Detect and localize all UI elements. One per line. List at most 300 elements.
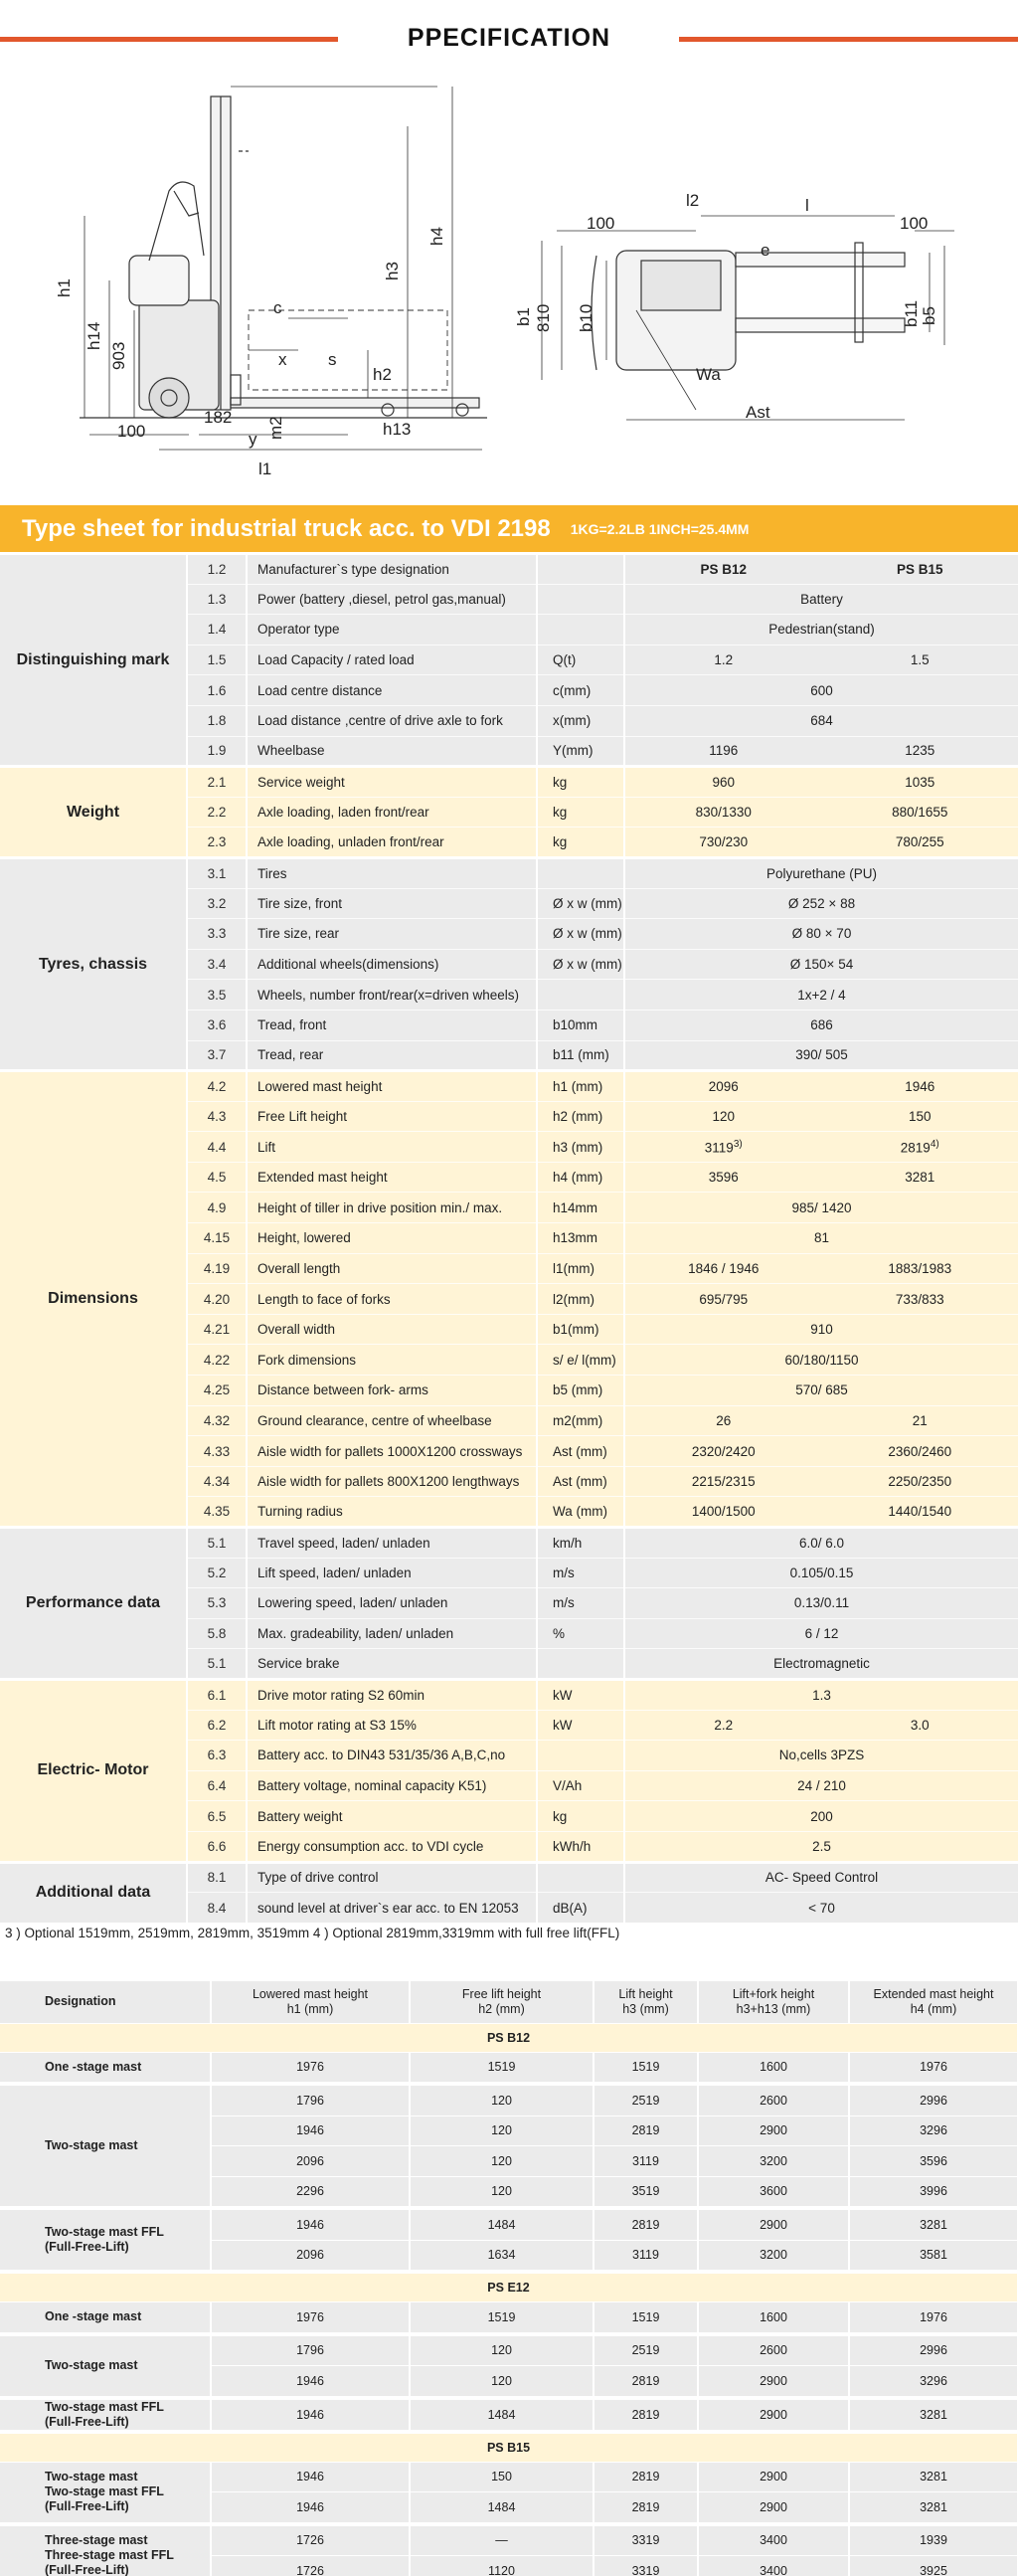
spec-value-text: No,cells 3PZS [778,1748,865,1763]
spec-number: 4.4 [187,1132,247,1163]
spec-number: 4.3 [187,1101,247,1132]
spec-description: Battery voltage, nominal capacity K51) [247,1770,537,1801]
value-model-1: 3596 [708,1170,739,1186]
dim-label: Ast [746,403,770,422]
spec-value [624,1253,1018,1284]
mast-value: 2600 [698,2335,849,2366]
spec-value [624,1770,1018,1801]
spec-unit: kg [537,1801,624,1832]
spec-value-text: 200 [810,1808,833,1824]
mast-type: Two-stage mast Two-stage mast FFL (Full-Free-Lift) [0,2462,211,2522]
section-name: Dimensions [0,1071,187,1528]
value-model-2: 3.0 [910,1717,930,1733]
table-row [0,2052,1018,2083]
spec-value [624,675,1018,706]
mast-table [0,1981,1018,2576]
spec-row [0,767,1018,798]
spec-unit: h2 (mm) [537,1101,624,1132]
mast-value: — [410,2525,594,2556]
footnote: 3 ) Optional 1519mm, 2519mm, 2819mm, 3519mm 4 ) Optional 2819mm,3319mm with full free lift(FFL) [5,1926,620,1940]
mast-value: 2519 [594,2335,698,2366]
spec-number: 6.6 [187,1831,247,1862]
spec-unit: % [537,1618,624,1649]
mast-value: 1484 [410,2210,594,2241]
spec-row [0,1528,1018,1559]
mast-value: 1484 [410,2492,594,2523]
spec-description: Tire size, rear [247,919,537,950]
spec-unit: Wa (mm) [537,1497,624,1528]
spec-unit [537,980,624,1011]
table-row [0,2086,1018,2116]
mast-value: 2996 [849,2086,1018,2116]
spec-unit: b10mm [537,1010,624,1040]
spec-value-text: Polyurethane (PU) [765,865,878,881]
spec-number: 4.22 [187,1345,247,1376]
dim-label: b5 [920,306,938,325]
mast-value: 1946 [211,2210,410,2241]
spec-number: 4.15 [187,1223,247,1254]
dim-label: b11 [902,299,921,327]
model-name: PS B12 [0,2023,1018,2052]
model-row [0,2023,1018,2052]
value-model-1: 830/1330 [695,805,752,821]
mast-value: 1976 [211,2052,410,2083]
spec-description: Travel speed, laden/ unladen [247,1528,537,1559]
spec-description: Aisle width for pallets 1000X1200 crossways [247,1436,537,1467]
spec-number: 1.2 [187,554,247,585]
spec-value-text: 0.13/0.11 [793,1595,850,1611]
value-model-2: 1235 [905,743,935,759]
mast-value: 3119 [594,2240,698,2271]
value-model-2: 1.5 [910,652,930,668]
spec-value [624,767,1018,798]
spec-value [624,1193,1018,1223]
section-name: Additional data [0,1862,187,1923]
spec-value-text: 600 [810,682,833,698]
spec-unit: km/h [537,1528,624,1559]
mast-value: 2296 [211,2176,410,2207]
spec-value-text: 1.3 [812,1687,831,1703]
section-name: Performance data [0,1528,187,1680]
value-model-2: 21 [912,1412,928,1428]
spec-value [624,1588,1018,1619]
spec-number: 3.1 [187,857,247,888]
table-row [0,2525,1018,2556]
mast-value: 120 [410,2366,594,2397]
spec-unit [537,615,624,645]
dim-label: 100 [117,422,146,441]
spec-description: Operator type [247,615,537,645]
spec-description: Drive motor rating S2 60min [247,1679,537,1710]
spec-description: Tread, rear [247,1040,537,1071]
spec-value-text: Electromagnetic [773,1656,870,1672]
dim-label: h14 [85,321,103,350]
spec-value [624,1314,1018,1345]
mast-value: 2819 [594,2399,698,2430]
spec-value [624,888,1018,919]
spec-description: Lift [247,1132,537,1163]
spec-unit: kg [537,767,624,798]
spec-unit: h13mm [537,1223,624,1254]
dim-label: l [805,196,809,215]
section-name: Tyres, chassis [0,857,187,1070]
spec-description: Type of drive control [247,1862,537,1893]
spec-value-text: 910 [810,1322,833,1338]
value-model-2: 1883/1983 [888,1260,952,1276]
spec-unit: Y(mm) [537,736,624,767]
spec-number: 5.1 [187,1528,247,1559]
mast-value: 3319 [594,2525,698,2556]
mast-value: 120 [410,2176,594,2207]
spec-value-text: 2.5 [812,1838,831,1854]
spec-value [624,1618,1018,1649]
spec-value [624,1071,1018,1102]
value-model-2: 880/1655 [892,805,948,821]
mast-value: 1519 [410,2052,594,2083]
spec-value [624,1010,1018,1040]
spec-number: 5.8 [187,1618,247,1649]
mast-value: 1484 [410,2399,594,2430]
dim-label: y [249,430,257,449]
spec-unit: l1(mm) [537,1253,624,1284]
table-row [0,2462,1018,2492]
mast-value: 3596 [849,2146,1018,2177]
dim-label: h13 [383,420,412,439]
column-header: Lowered mast height h1 (mm) [211,1981,410,2023]
spec-number: 5.3 [187,1588,247,1619]
spec-unit [537,554,624,585]
mast-value: 3996 [849,2176,1018,2207]
mast-value: 3519 [594,2176,698,2207]
spec-number: 6.2 [187,1710,247,1741]
mast-value: 2819 [594,2116,698,2146]
spec-value [624,1862,1018,1893]
dim-label: 810 [534,303,553,332]
spec-description: sound level at driver`s ear acc. to EN 12053 [247,1893,537,1924]
spec-number: 3.4 [187,949,247,980]
dim-label: h1 [55,278,74,297]
side-view-labels [55,227,446,478]
spec-unit: kg [537,828,624,858]
spec-unit: c(mm) [537,675,624,706]
page-title: PPECIFICATION [407,24,611,52]
spec-value-text: 390/ 505 [795,1047,848,1063]
spec-description: Axle loading, unladen front/rear [247,828,537,858]
column-header: Free lift height h2 (mm) [410,1981,594,2023]
value-model-1: 960 [712,774,736,790]
mast-value: 1976 [849,2302,1018,2333]
spec-value-text: 686 [810,1017,833,1033]
mast-type: One -stage mast [0,2302,211,2333]
spec-number: 1.5 [187,644,247,675]
spec-value [624,1679,1018,1710]
model-row [0,2433,1018,2462]
spec-value [624,1558,1018,1588]
spec-number: 1.8 [187,705,247,736]
value-model-2: 2819$^{4)}$ [900,1138,939,1156]
mast-value: 2096 [211,2146,410,2177]
spec-row [0,1862,1018,1893]
spec-number: 4.35 [187,1497,247,1528]
spec-value [624,1831,1018,1862]
spec-value [624,1436,1018,1467]
table-row [0,2335,1018,2366]
spec-description: Wheels, number front/rear(x=driven wheels) [247,980,537,1011]
spec-value [624,1223,1018,1254]
spec-value [624,615,1018,645]
spec-number: 6.1 [187,1679,247,1710]
mast-value: 1976 [211,2302,410,2333]
mast-value: 2600 [698,2086,849,2116]
mast-value: 1939 [849,2525,1018,2556]
spec-unit: Ø x w (mm) [537,919,624,950]
spec-table [0,552,1018,1923]
spec-description: Extended mast height [247,1162,537,1193]
spec-number: 5.1 [187,1649,247,1680]
value-model-1: 2.2 [714,1717,734,1733]
section-name: Weight [0,767,187,858]
spec-description: Axle loading, laden front/rear [247,797,537,828]
mast-value: 3281 [849,2492,1018,2523]
spec-description: Aisle width for pallets 800X1200 lengthways [247,1466,537,1497]
dim-label: x [278,350,287,369]
value-model-2: 1946 [905,1078,935,1094]
dim-label: 100 [587,214,615,233]
spec-unit: m/s [537,1558,624,1588]
dim-label: m2 [266,416,285,440]
table-row [0,2302,1018,2333]
spec-number: 3.3 [187,919,247,950]
spec-number: 2.1 [187,767,247,798]
mast-type: Two-stage mast [0,2086,211,2207]
spec-unit: Q(t) [537,644,624,675]
spec-number: 3.7 [187,1040,247,1071]
mast-value: 3119 [594,2146,698,2177]
mast-value: 1519 [594,2052,698,2083]
spec-value [624,1893,1018,1924]
mast-value: 2996 [849,2335,1018,2366]
mast-value: 1946 [211,2492,410,2523]
mast-value: 2900 [698,2462,849,2492]
spec-value [624,1132,1018,1163]
value-model-1: 695/795 [699,1291,749,1307]
value-model-1: 2096 [708,1078,739,1094]
mast-value: 2819 [594,2462,698,2492]
spec-description: Additional wheels(dimensions) [247,949,537,980]
value-model-1: 120 [712,1108,736,1124]
table-row [0,2399,1018,2430]
mast-value: 1946 [211,2366,410,2397]
spec-unit: h4 (mm) [537,1162,624,1193]
value-model-2: 2360/2460 [888,1443,952,1459]
mast-value: 120 [410,2335,594,2366]
spec-value [624,919,1018,950]
spec-value [624,1466,1018,1497]
spec-description: Power (battery ,diesel, petrol gas,manual) [247,584,537,615]
mast-value: 1600 [698,2052,849,2083]
spec-unit: kW [537,1710,624,1741]
column-header: Extended mast height h4 (mm) [849,1981,1018,2023]
value-model-1: 2320/2420 [691,1443,756,1459]
value-model-2: 3281 [905,1170,935,1186]
mast-value: 2819 [594,2366,698,2397]
spec-description: Manufacturer`s type designation [247,554,537,585]
mast-value: 1946 [211,2399,410,2430]
spec-value [624,584,1018,615]
spec-number: 8.1 [187,1862,247,1893]
mast-value: 1726 [211,2525,410,2556]
dim-label: b1 [514,307,533,326]
spec-value [624,857,1018,888]
mast-value: 120 [410,2086,594,2116]
spec-description: Load distance ,centre of drive axle to fork [247,705,537,736]
mast-value: 2900 [698,2210,849,2241]
spec-row [0,857,1018,888]
spec-description: Max. gradeability, laden/ unladen [247,1618,537,1649]
spec-value [624,1040,1018,1071]
spec-value-text: 60/180/1150 [784,1352,859,1368]
value-model-2: 1035 [905,774,935,790]
spec-unit: Ø x w (mm) [537,888,624,919]
spec-unit: h1 (mm) [537,1071,624,1102]
spec-unit: Ast (mm) [537,1466,624,1497]
spec-value [624,1405,1018,1436]
spec-number: 1.9 [187,736,247,767]
dim-label: 903 [109,341,128,370]
spec-value [624,1101,1018,1132]
model-name: PS B15 [0,2433,1018,2462]
spec-unit: s/ e/ l(mm) [537,1345,624,1376]
spec-unit: b5 (mm) [537,1376,624,1406]
spec-unit [537,1649,624,1680]
mast-value: 3281 [849,2210,1018,2241]
value-model-1: 2215/2315 [691,1474,756,1490]
mast-value: 2900 [698,2492,849,2523]
spec-description: Battery weight [247,1801,537,1832]
spec-value-text: Battery [800,591,843,607]
spec-description: Lift speed, laden/ unladen [247,1558,537,1588]
spec-description: Wheelbase [247,736,537,767]
mast-type: One -stage mast [0,2052,211,2083]
spec-unit: m/s [537,1588,624,1619]
spec-unit [537,857,624,888]
value-model-1: 1196 [709,743,739,759]
spec-value-text: 6.0/ 6.0 [798,1535,845,1551]
spec-unit: m2(mm) [537,1405,624,1436]
spec-number: 4.2 [187,1071,247,1102]
spec-number: 1.6 [187,675,247,706]
mast-value: 2819 [594,2492,698,2523]
mast-value: 120 [410,2146,594,2177]
spec-number: 8.4 [187,1893,247,1924]
spec-value-text: Pedestrian(stand) [768,622,875,638]
model-name: PS E12 [0,2274,1018,2302]
spec-description: Load centre distance [247,675,537,706]
mast-value: 2900 [698,2116,849,2146]
mast-type: Two-stage mast FFL (Full-Free-Lift) [0,2399,211,2430]
spec-value [624,1528,1018,1559]
spec-value [624,1649,1018,1680]
spec-value [624,1345,1018,1376]
mast-value: 1726 [211,2556,410,2576]
spec-value [624,1284,1018,1315]
spec-number: 4.34 [187,1466,247,1497]
spec-unit: dB(A) [537,1893,624,1924]
value-model-1: PS B12 [700,561,748,577]
spec-number: 3.6 [187,1010,247,1040]
mast-value: 1519 [594,2302,698,2333]
mast-type: Two-stage mast [0,2335,211,2396]
value-model-1: 3119$^{3)}$ [704,1138,743,1156]
spec-description: Lowering speed, laden/ unladen [247,1588,537,1619]
mast-type: Two-stage mast FFL (Full-Free-Lift) [0,2210,211,2271]
spec-number: 4.19 [187,1253,247,1284]
spec-value-text: 684 [810,713,833,729]
dim-label: l1 [258,460,272,478]
spec-value [624,980,1018,1011]
value-model-2: 780/255 [895,834,944,850]
spec-number: 4.20 [187,1284,247,1315]
spec-unit [537,1862,624,1893]
value-model-1: 1400/1500 [691,1504,756,1520]
page-header [0,0,1018,82]
mast-type: Three-stage mast Three-stage mast FFL (Full-Free-Lift) [0,2525,211,2576]
mast-value: 1976 [849,2052,1018,2083]
spec-number: 3.2 [187,888,247,919]
spec-value-text: Ø 150× 54 [789,957,854,973]
mast-value: 3200 [698,2240,849,2271]
dim-label: Wa [696,365,721,384]
mast-value: 3319 [594,2556,698,2576]
spec-value [624,949,1018,980]
spec-description: Lowered mast height [247,1071,537,1102]
mast-value: 3600 [698,2176,849,2207]
spec-value-text: 0.105/0.15 [789,1564,854,1580]
type-sheet-title: Type sheet for industrial truck acc. to VDI 2198 [22,514,551,542]
spec-row [0,1679,1018,1710]
spec-unit [537,584,624,615]
dim-label: b10 [577,303,595,332]
spec-value-text: Ø 80 × 70 [791,926,852,942]
spec-value [624,1376,1018,1406]
value-model-2: 1440/1540 [888,1504,952,1520]
spec-value-text: Ø 252 × 88 [787,895,856,911]
dim-label: c [273,298,282,317]
mast-value: 3296 [849,2116,1018,2146]
spec-unit: x(mm) [537,705,624,736]
spec-unit: kWh/h [537,1831,624,1862]
mast-value: 1600 [698,2302,849,2333]
mast-value: 1796 [211,2086,410,2116]
spec-number: 6.3 [187,1741,247,1771]
mast-value: 150 [410,2462,594,2492]
spec-unit: kW [537,1679,624,1710]
spec-number: 5.2 [187,1558,247,1588]
spec-description: Height, lowered [247,1223,537,1254]
spec-description: Overall length [247,1253,537,1284]
mast-value: 1946 [211,2116,410,2146]
column-header: Lift height h3 (mm) [594,1981,698,2023]
mast-value: 1946 [211,2462,410,2492]
column-header: Lift+fork height h3+h13 (mm) [698,1981,849,2023]
spec-value [624,1497,1018,1528]
spec-description: Ground clearance, centre of wheelbase [247,1405,537,1436]
mast-value: 3581 [849,2240,1018,2271]
dim-label: e [761,241,770,260]
dim-label: 182 [204,408,233,427]
spec-description: Tire size, front [247,888,537,919]
spec-description: Overall width [247,1314,537,1345]
